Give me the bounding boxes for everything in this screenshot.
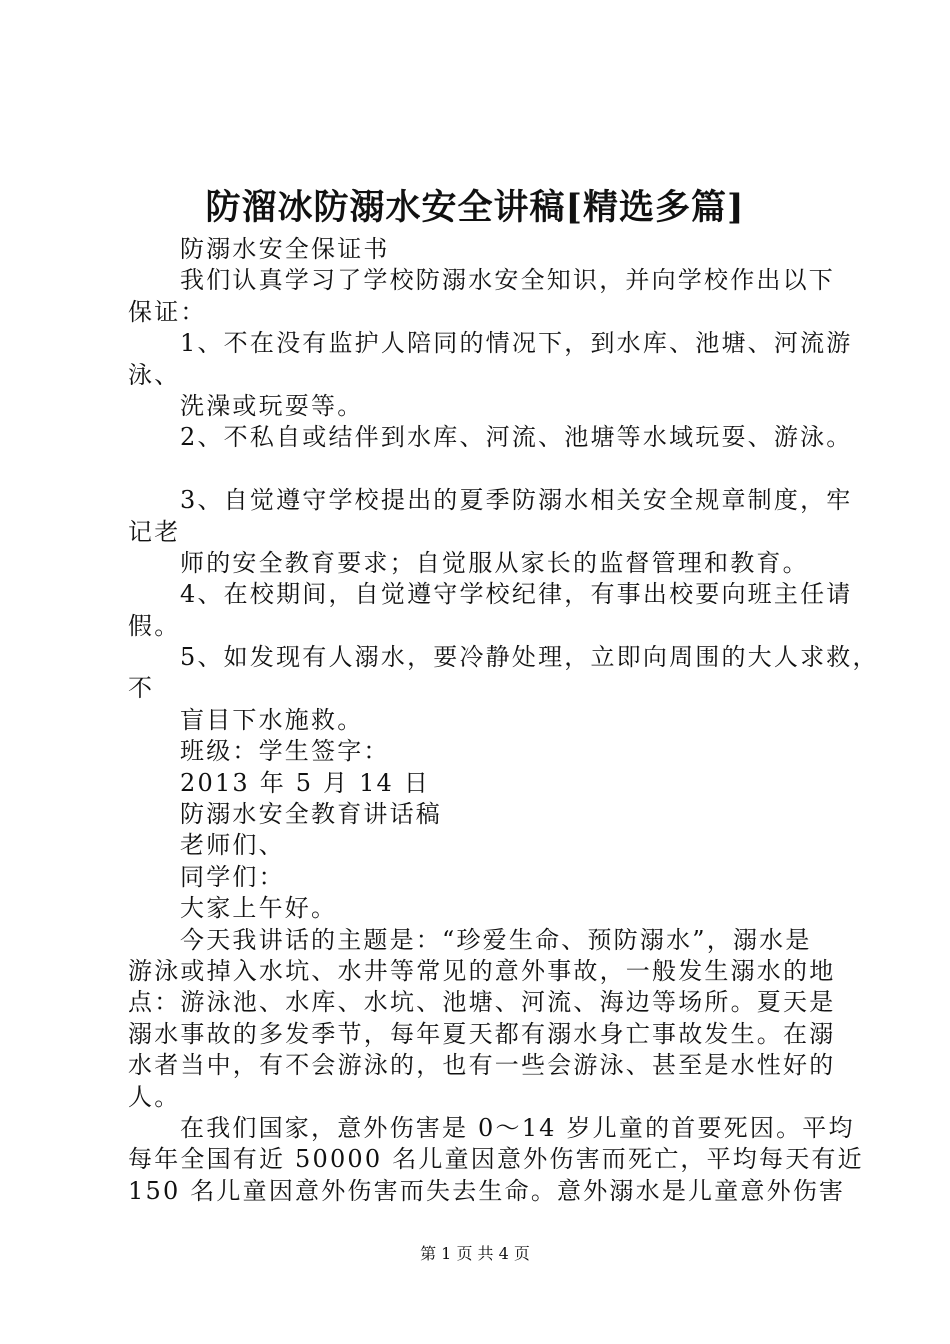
text-line: 150 名儿童因意外伤害而失去生命。意外溺水是儿童意外伤害 — [128, 1176, 846, 1205]
text-line: 我们认真学习了学校防溺水安全知识，并向学校作出以下 — [180, 266, 835, 295]
text-line: 4、在校期间，自觉遵守学校纪律，有事出校要向班主任请 — [180, 580, 853, 609]
page-footer: 第 1 页 共 4 页 — [420, 1244, 530, 1263]
text-line: 泳、 — [128, 360, 181, 389]
text-line: 班级：学生签字： — [180, 737, 390, 766]
document-title: 防溜冰防溺水安全讲稿[精选多篇] — [205, 187, 745, 228]
date-line: 2013 年 5 月 14 日 — [180, 768, 431, 797]
text-line: 点：游泳池、水库、水坑、池塘、河流、海边等场所。夏天是 — [128, 988, 836, 1017]
text-line: 3、自觉遵守学校提出的夏季防溺水相关安全规章制度，牢 — [180, 486, 853, 515]
text-line: 盲目下水施救。 — [180, 705, 364, 734]
text-line: 2、不私自或结伴到水库、河流、池塘等水域玩耍、游泳。 — [180, 423, 853, 452]
text-line: 溺水事故的多发季节，每年夏天都有溺水身亡事故发生。在溺 — [128, 1019, 836, 1048]
document-body — [128, 234, 879, 1207]
text-line: 不 — [128, 674, 155, 703]
blank-line — [128, 454, 840, 485]
text-line: 记老 — [128, 517, 181, 546]
text-line: 游泳或掉入水坑、水井等常见的意外事故，一般发生溺水的地 — [128, 956, 836, 985]
text-line: 人。 — [128, 1082, 181, 1111]
text-line: 今天我讲话的主题是：“珍爱生命、预防溺水”，溺水是 — [180, 925, 812, 954]
text-line: 5、如发现有人溺水，要冷静处理，立即向周围的大人求救， — [180, 643, 879, 672]
text-line: 水者当中，有不会游泳的，也有一些会游泳、甚至是水性好的 — [128, 1051, 836, 1080]
text-line: 在我们国家，意外伤害是 0～14 岁儿童的首要死因。平均 — [180, 1113, 855, 1142]
text-line: 大家上午好。 — [180, 894, 338, 923]
text-line: 洗澡或玩耍等。 — [180, 391, 364, 420]
text-line: 老师们、 — [180, 831, 285, 860]
text-line: 每年全国有近 50000 名儿童因意外伤害而死亡，平均每天有近 — [128, 1145, 864, 1174]
text-line: 防溺水安全保证书 — [180, 235, 390, 263]
section-heading: 防溺水安全教育讲话稿 — [180, 800, 442, 829]
text-line: 保证： — [128, 297, 207, 326]
text-line: 师的安全教育要求；自觉服从家长的监督管理和教育。 — [180, 548, 809, 577]
text-line: 假。 — [128, 611, 181, 640]
text-line: 同学们： — [180, 862, 285, 891]
text-line: 1、不在没有监护人陪同的情况下，到水库、池塘、河流游 — [180, 329, 853, 358]
